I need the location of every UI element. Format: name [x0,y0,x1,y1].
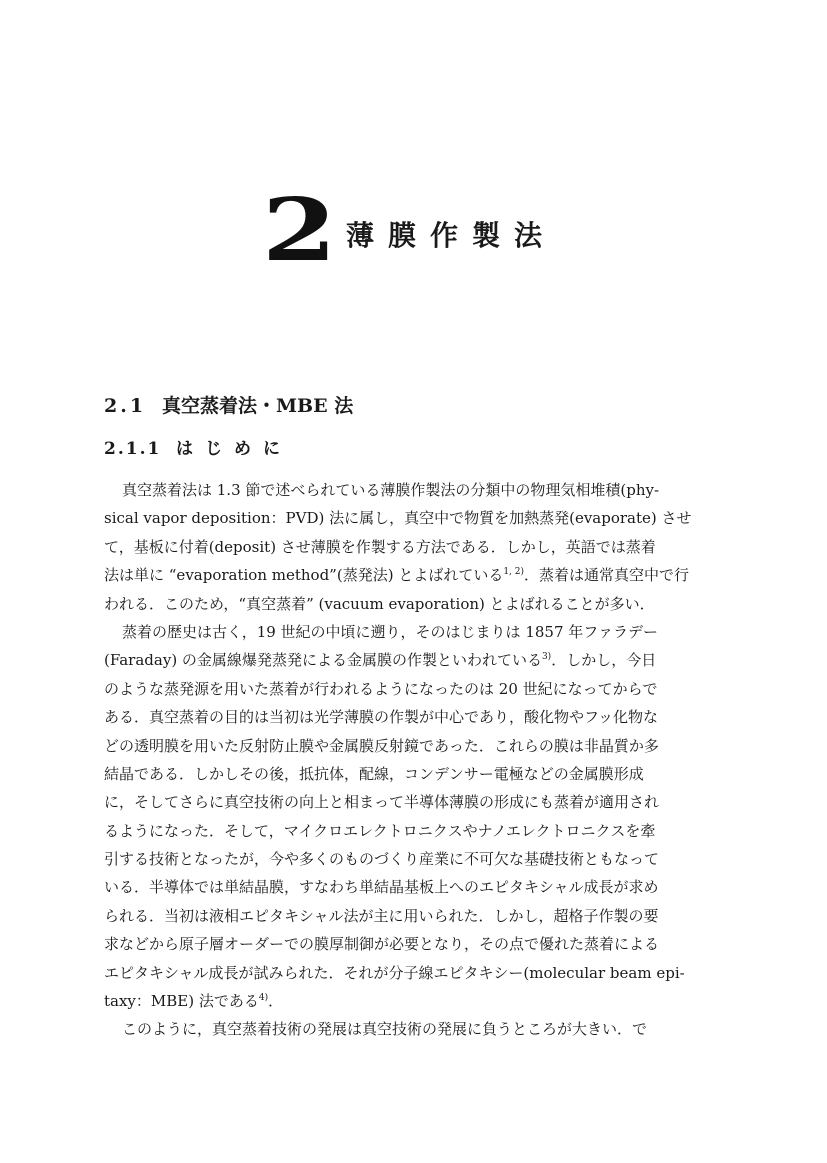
paragraph-line: 結晶である．しかしその後，抵抗体，配線，コンデンサー電極などの金属膜形成 [104,764,644,783]
paragraph-line: このように，真空蒸着技術の発展は真空技術の発展に負うところが大きい．で [122,1020,648,1039]
chapter-title: 薄膜作製法 [346,219,557,252]
paragraph-line: エピタキシャル成長が試みられた．それが分子線エピタキシー(molecular beam epi- [104,963,685,982]
paragraph-line: のような蒸発源を用いた蒸着が行われるようになったのは 20 世紀になってからで [104,679,658,698]
paragraph-line: に，そしてさらに真空技術の向上と相まって半導体薄膜の形成にも蒸着が適用され [104,793,660,812]
citation-ref: 4) [258,993,269,1004]
paragraph-line: いる．半導体では単結晶膜，すなわち単結晶基板上へのエピタキシャル成長が求め [104,878,659,897]
chapter-heading [262,180,557,281]
paragraph-line: 蒸着の歴史は古く，19 世紀の中頃に遡り，そのはじまりは 1857 年ファラデー [122,622,658,641]
paragraph-line [104,646,734,674]
line-text: 法は単に “evaporation method”(蒸発法) とよばれている [104,566,504,585]
body-text [104,476,734,1044]
subsection-heading [104,436,292,462]
paragraph-line: ある．真空蒸着の目的は当初は光学薄膜の作製が中心であり，酸化物やフッ化物な [104,708,658,727]
subsection-number: 2.1.1 [104,439,162,459]
citation-ref: 1, 2) [503,567,525,578]
paragraph-line: 真空蒸着法は 1.3 節で述べられている薄膜作製法の分類中の物理気相堆積(phy- [122,481,660,499]
line-text: ．しかし，今日 [551,651,657,670]
paragraph-line: われる．このため，“真空蒸着” (vacuum evaporation) とよばれることが多い． [104,594,655,613]
line-text: taxy：MBE) 法である [104,992,259,1011]
paragraph-line [104,561,734,589]
subsection-title: はじめに [176,439,292,459]
paragraph-line: 引する技術となったが，今や多くのものづくり産業に不可欠な基礎技術ともなって [104,850,660,869]
paragraph-line [104,987,734,1015]
line-text: (Faraday) の金属線爆発蒸発による金属膜の作製といわれている [104,651,542,670]
section-number: 2.1 [104,395,147,417]
chapter-number: 2 [262,180,337,281]
section-heading [104,392,353,420]
line-text: ．蒸着は通常真空中で行 [524,566,690,585]
line-text: ． [268,992,284,1011]
citation-ref: 3) [541,652,552,663]
paragraph-line: られる．当初は液相エピタキシャル法が主に用いられた．しかし，超格子作製の要 [104,906,659,925]
section-title: 真空蒸着法・MBE 法 [162,395,354,417]
paragraph-line: て，基板に付着(deposit) させ薄膜を作製する方法である．しかし，英語では蒸着 [104,537,656,556]
paragraph-line: どの透明膜を用いた反射防止膜や金属膜反射鏡であった．これらの膜は非晶質か多 [104,736,659,755]
paragraph-line: るようになった．そして，マイクロエレクトロニクスやナノエレクトロニクスを牽 [104,821,656,840]
paragraph-line: sical vapor deposition：PVD) 法に属し，真空中で物質を加熱蒸発(evaporate) させ [104,509,692,528]
paragraph-line: 求などから原子層オーダーでの膜厚制御が必要となり，その点で優れた蒸着による [104,935,660,954]
